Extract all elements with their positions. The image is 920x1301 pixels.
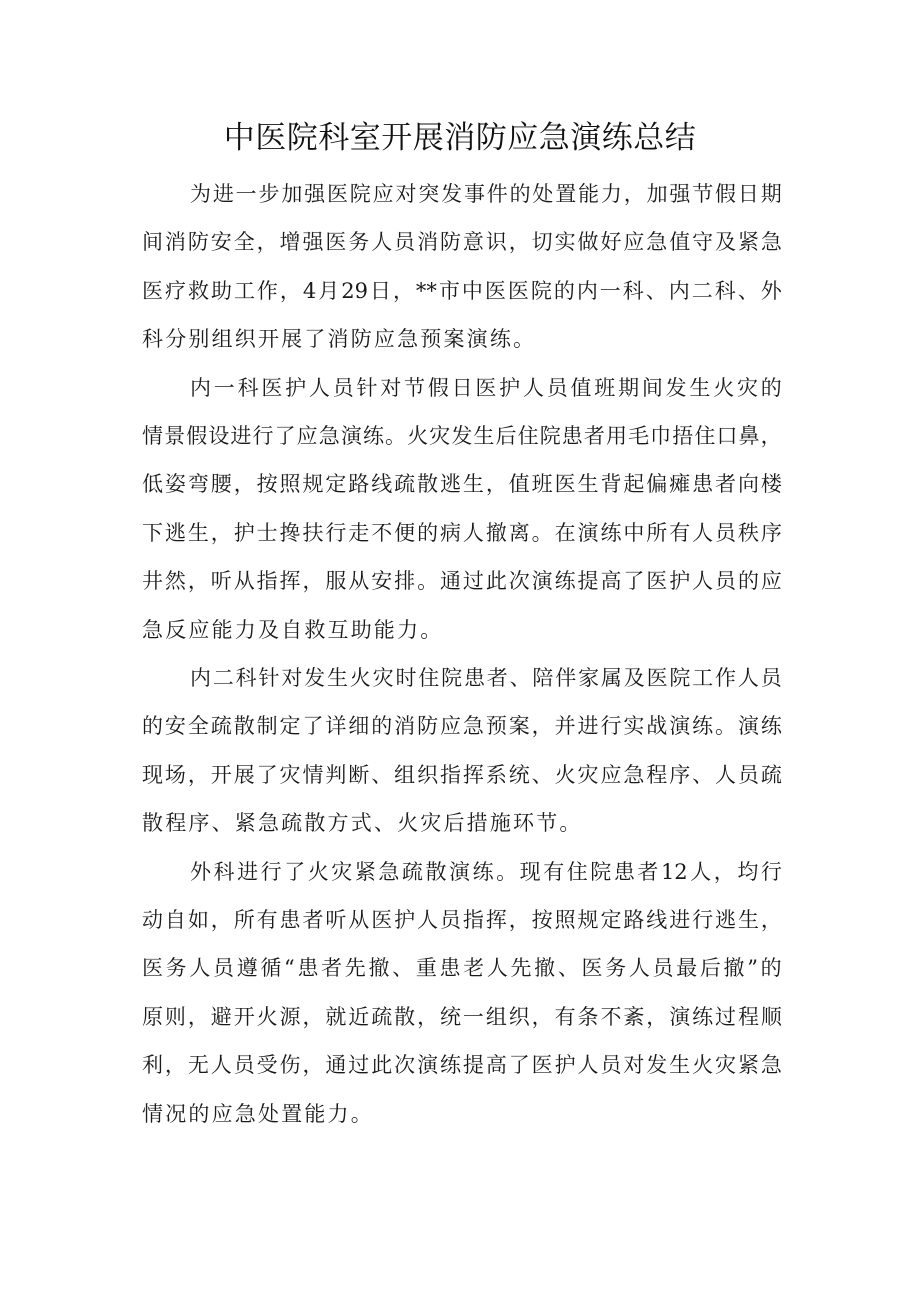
document-line: 间 消 防 安 全 ， 增 强 医 务 人 员 消 防 意 识 ， 切 实 做 好 应 急 值 守 及 紧 急 bbox=[142, 230, 782, 255]
document-line: 医 务 人 员 遵 循 “ 患 者 先 撤 、 重 患 老 人 先 撤 、 医 务 人 员 最 后 撤 ” 的 bbox=[142, 956, 782, 981]
document-line: 井 然 ， 听 从 指 挥 ， 服 从 安 排 。 通 过 此 次 演 练 提 高 了 医 护 人 员 的 应 bbox=[142, 569, 782, 594]
document-line: 低 姿 弯 腰 ， 按 照 规 定 路 线 疏 散 逃 生 ， 值 班 医 生 背 起 偏 瘫 患 者 向 楼 bbox=[142, 472, 782, 497]
document-line: 情 景 假 设 进 行 了 应 急 演 练 。 火 灾 发 生 后 住 院 患 者 用 毛 巾 捂 住 口 鼻 ， bbox=[142, 424, 782, 448]
document-line: 情 况 的 应 急 处 置 能 力 。 bbox=[142, 1101, 372, 1126]
document-line: 利 ， 无 人 员 受 伤 ， 通 过 此 次 演 练 提 高 了 医 护 人 员 对 发 生 火 灾 紧 急 bbox=[142, 1053, 782, 1078]
document-line: 现 场 ， 开 展 了 灾 情 判 断 、 组 织 指 挥 系 统 、 火 灾 应 急 程 序 、 人 员 疏 bbox=[142, 762, 782, 787]
document-line: 科 分 别 组 织 开 展 了 消 防 应 急 预 案 演 练 。 bbox=[142, 327, 534, 352]
document-line: 急 反 应 能 力 及 自 救 互 助 能 力 。 bbox=[142, 617, 442, 642]
document-line: 内 二 科 针 对 发 生 火 灾 时 住 院 患 者 、 陪 伴 家 属 及 医 院 工 作 人 员 bbox=[190, 666, 782, 690]
document-title: 中医院科室开展消防应急演练总结 bbox=[223, 120, 697, 156]
document-line: 内 一 科 医 护 人 员 针 对 节 假 日 医 护 人 员 值 班 期 间 发 生 火 灾 的 bbox=[190, 375, 782, 400]
document-line: 动 自 如 ， 所 有 患 者 听 从 医 护 人 员 指 挥 ， 按 照 规 定 路 线 进 行 逃 生 ， bbox=[142, 908, 782, 932]
document-line: 散 程 序 、 紧 急 疏 散 方 式 、 火 灾 后 措 施 环 节 。 bbox=[142, 811, 581, 836]
document-line: 外 科 进 行 了 火 灾 紧 急 疏 散 演 练 。 现 有 住 院 患 者 12 人 ， 均 行 bbox=[190, 859, 782, 884]
document-line: 为 进 一 步 加 强 医 院 应 对 突 发 事 件 的 处 置 能 力 ， 加 强 节 假 日 期 bbox=[190, 182, 782, 206]
document-line: 医 疗 救 助 工 作 ， 4 月 29 日 ， ** 市 中 医 医 院 的 内 一 科 、 内 二 科 、 外 bbox=[142, 278, 782, 303]
document-line: 的 安 全 疏 散 制 定 了 详 细 的 消 防 应 急 预 案 ， 并 进 行 实 战 演 练 。 演 练 bbox=[142, 714, 782, 739]
document-line: 原 则 ， 避 开 火 源 ， 就 近 疏 散 ， 统 一 组 织 ， 有 条 不 紊 ， 演 练 过 程 顺 bbox=[142, 1004, 782, 1029]
document-line: 下 逃 生 ， 护 士 搀 扶 行 走 不 便 的 病 人 撤 离 。 在 演 练 中 所 有 人 员 秩 序 bbox=[142, 520, 782, 545]
